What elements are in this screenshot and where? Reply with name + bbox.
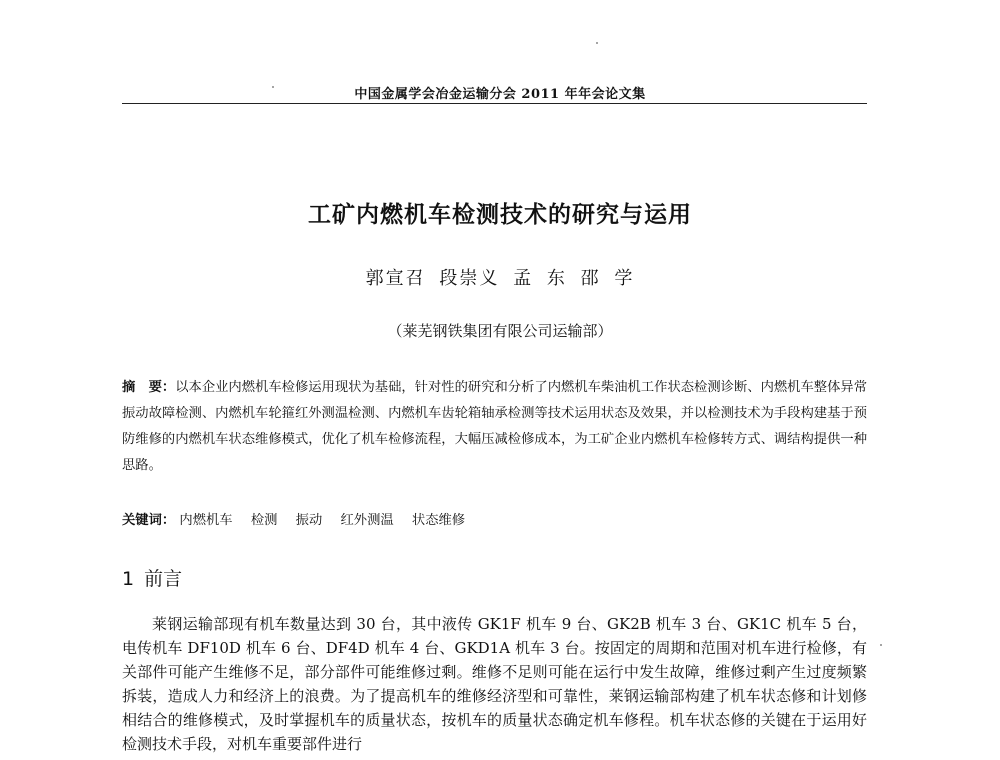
keyword: 检测 <box>250 513 278 528</box>
keyword: 红外测温 <box>340 513 394 528</box>
author: 邵 学 <box>580 268 635 289</box>
abstract-text: 以本企业内燃机车检修运用现状为基础，针对性的研究和分析了内燃机车柴油机工作状态检测诊断、内燃机车整体异常振动故障检测、内燃机车轮箍红外测温检测、内燃机车齿轮箱轴承检测等技术运用状态及效果，并以检测技术为手段构建基于预防维修的内燃机车状态维修模式，优化了机车检修流程，大幅压减检修成本，为工矿企业内燃机车检修转方式、调结构提供一种思路。 <box>122 380 868 473</box>
scan-speck <box>596 42 598 44</box>
author-list <box>0 264 1000 290</box>
header-rule <box>122 103 867 104</box>
abstract <box>122 375 867 479</box>
author: 郭宣召 <box>365 268 426 289</box>
scan-speck <box>880 644 882 646</box>
abstract-label: 摘 要： <box>122 380 176 395</box>
keywords <box>122 509 867 528</box>
keyword: 振动 <box>295 513 323 528</box>
section-number: 1 <box>122 568 135 590</box>
paper-title: 工矿内燃机车检测技术的研究与运用 <box>308 201 692 228</box>
keyword: 状态维修 <box>411 513 466 528</box>
keywords-label: 关键词： <box>122 513 176 528</box>
author: 孟 东 <box>513 268 567 289</box>
section-title: 前言 <box>144 568 183 590</box>
author: 段崇义 <box>439 268 500 289</box>
section-heading <box>122 564 182 591</box>
affiliation: （莱芜钢铁集团有限公司运输部） <box>387 322 613 340</box>
keyword: 内燃机车 <box>179 513 233 528</box>
running-header: 中国金属学会冶金运输分会 2011 年年会论文集 <box>354 87 646 102</box>
body-paragraph: 莱钢运输部现有机车数量达到 30 台，其中液传 GK1F 机车 9 台、GK2B 机车 3 台、GK1C 机车 5 台，电传机车 DF10D 机车 6 台、DF4D 机车 4 台、GKD1A 机车 3 台。按固定的周期和范围对机车进行检修，有关部件可能产生维修不足，部分部件可能维修过剩。维修不足则可能在运行中发生故障，维修过剩产生过度频繁拆装，造成人力和经济上的浪费。为了提高机车的维修经济型和可靠性，莱钢运输部构建了机车状态修和计划修相结合的维修模式，及时掌握机车的质量状态，按机车的质量状态确定机车修程。机车状态修的关键在于运用好检测技术手段，对机车重要部件进行 <box>122 615 867 753</box>
